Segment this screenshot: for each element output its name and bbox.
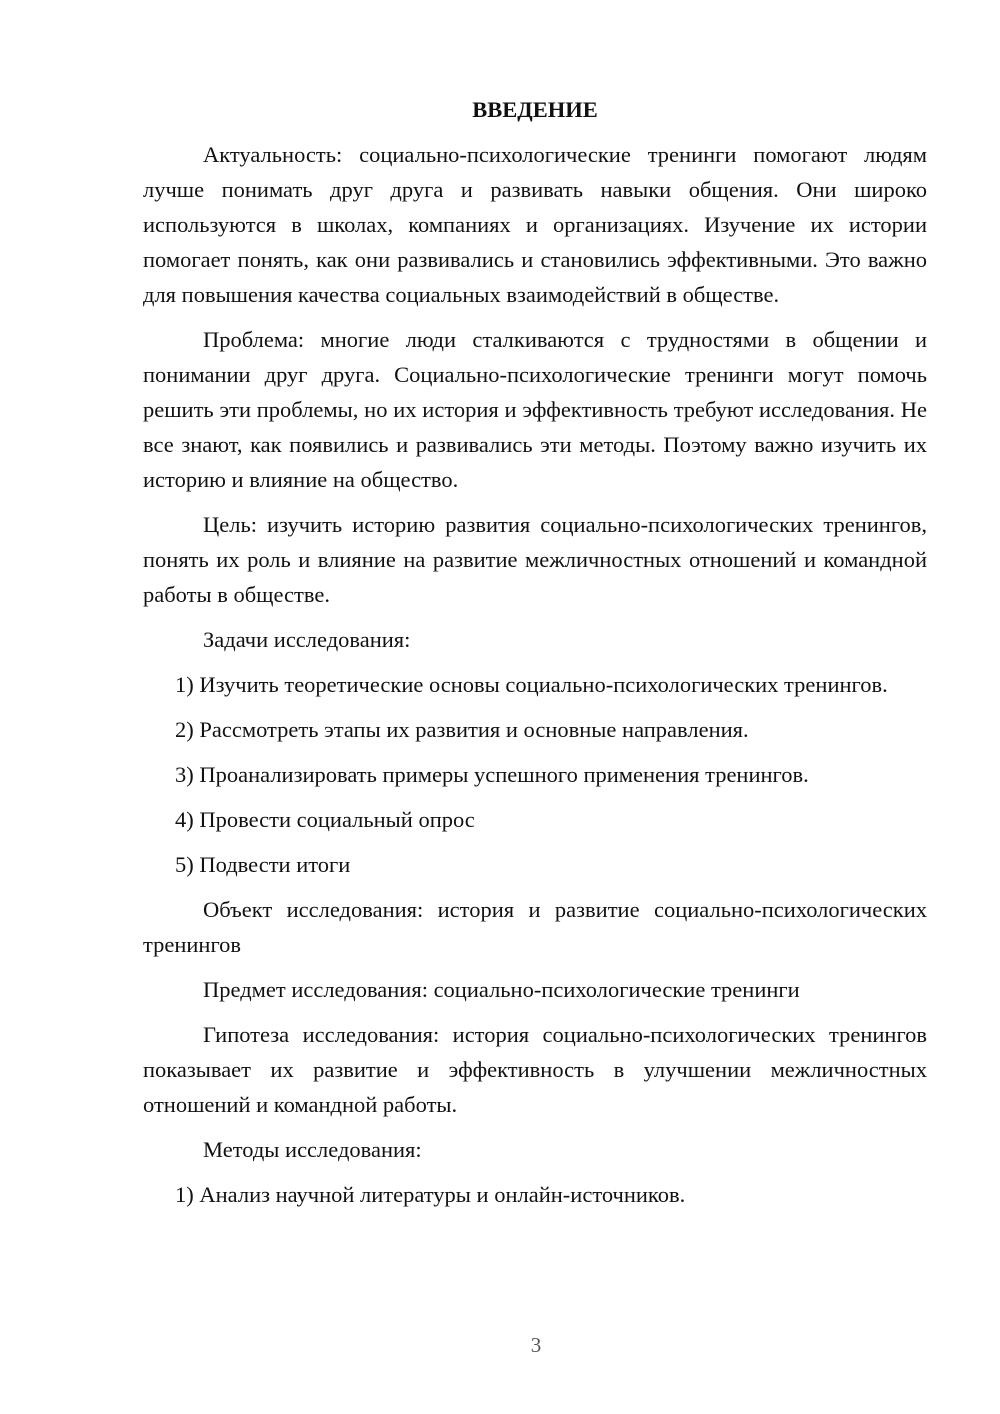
problem-paragraph: Проблема: многие люди сталкиваются с трудностями в общении и понимании друг друга. Социально-психологические тренинги могут помочь решить эти проблемы, но их история и эффективность требуют исследования. Не все знают, как появились и развивались эти методы. Поэтому важно изучить их историю и влияние на общество. [143,327,927,492]
subject-paragraph: Предмет исследования: социально-психологические тренинги [203,977,800,1002]
page-number: 3 [530,1333,542,1357]
hypothesis-paragraph: Гипотеза исследования: история социально-психологических тренингов показывает их развитие и эффективность в улучшении межличностных отношений и командной работы. [143,1022,927,1117]
task-item-1: 1) Изучить теоретические основы социально-психологических тренингов. [175,672,888,697]
task-item-4: 4) Провести социальный опрос [175,807,475,832]
task-item-3: 3) Проанализировать примеры успешного применения тренингов. [175,762,809,787]
goal-paragraph: Цель: изучить историю развития социально-психологических тренингов, понять их роль и влияние на развитие межличностных отношений и командной работы в обществе. [143,512,927,607]
task-item-5: 5) Подвести итоги [175,852,351,877]
page-content [143,95,927,1222]
methods-title: Методы исследования: [203,1137,422,1162]
task-item-2: 2) Рассмотреть этапы их развития и основные направления. [175,717,749,742]
method-item-1: 1) Анализ научной литературы и онлайн-источников. [175,1182,686,1207]
section-heading: ВВЕДЕНИЕ [472,97,598,122]
relevance-paragraph: Актуальность: социально-психологические тренинги помогают людям лучше понимать друг друга и развивать навыки общения. Они широко используются в школах, компаниях и организациях. Изучение их истории помогает понять, как они развивались и становились эффективными. Это важно для повышения качества социальных взаимодействий в обществе. [143,142,927,307]
tasks-title: Задачи исследования: [203,627,411,652]
object-paragraph: Объект исследования: история и развитие социально-психологических тренингов [143,897,927,957]
